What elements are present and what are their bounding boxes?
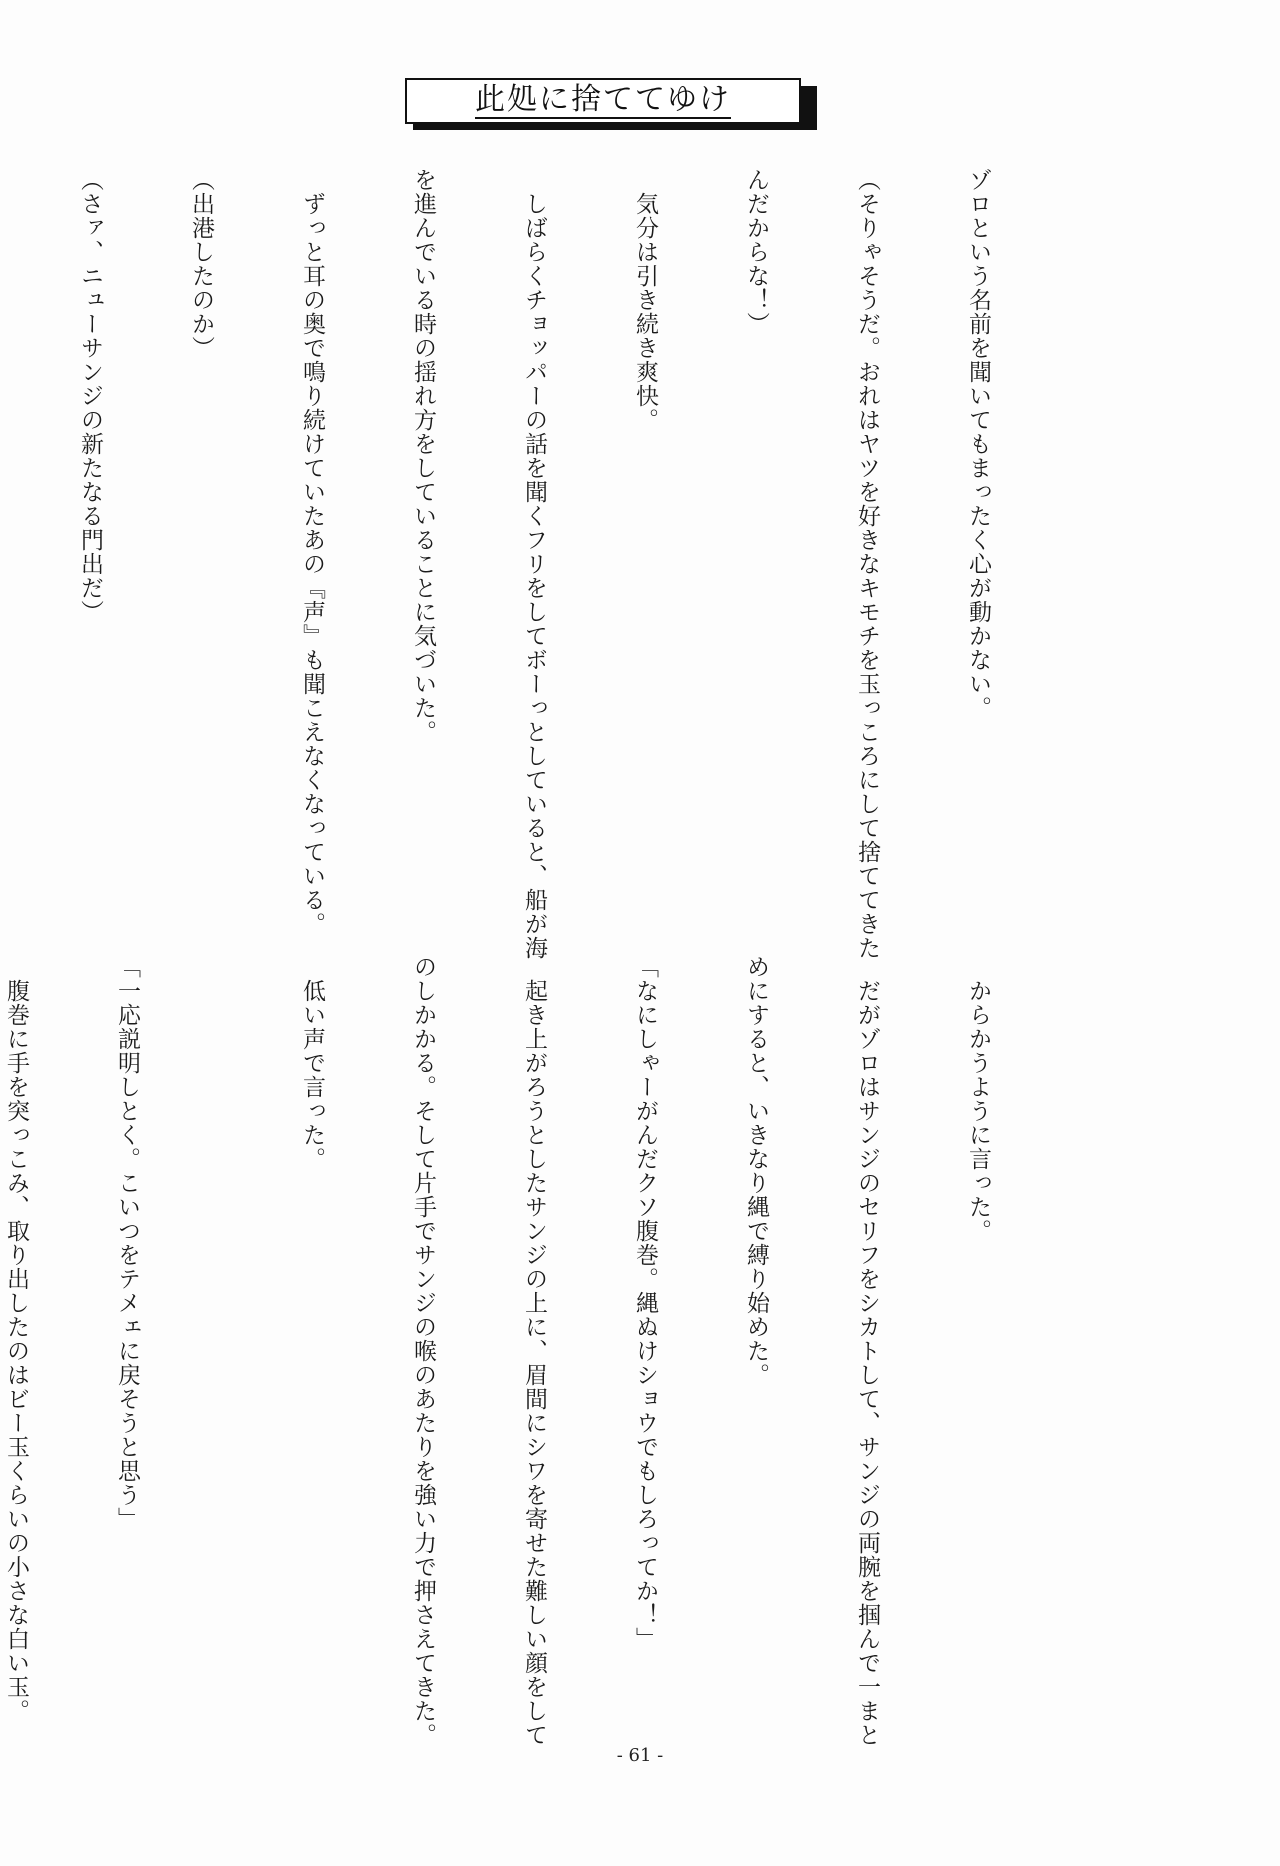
text-line: ずっと耳の奥で鳴り続けていたあの『声』も聞こえなくなっている。 [299,168,325,936]
upper-text-block [77,168,1070,960]
chapter-title: 此処に捨ててゆけ [475,82,731,117]
text-line: （そりゃそうだ。おれはヤツを好きなキモチを玉っころにして捨ててきた [854,168,880,960]
page-number: - 61 - [616,1745,664,1766]
text-line: 気分は引き続き爽快。 [632,168,658,432]
text-line: だがゾロはサンジのセリフをシカトして、サンジの両腕を掴んで一まと [854,955,880,1747]
chapter-title-plate [405,78,817,130]
text-line: 起き上がろうとしたサンジの上に、眉間にシワを寄せた難しい顔をして [521,955,547,1747]
text-line: を進んでいる時の揺れ方をしていることに気づいた。 [410,168,436,744]
text-line: 低い声で言った。 [299,955,325,1171]
text-line: ゾロという名前を聞いてもまったく心が動かない。 [965,168,991,720]
text-line: めにすると、いきなり縄で縛り始めた。 [743,955,769,1387]
lower-text-block [3,955,1070,1747]
text-line: のしかかる。そして片手でサンジの喉のあたりを強い力で押さえてきた。 [410,955,436,1747]
text-line: 「なにしゃーがんだクソ腹巻。縄ぬけショウでもしろってか！」 [632,955,658,1651]
text-line: （さァ、ニューサンジの新たなる門出だ） [77,168,103,624]
text-line: んだからな！） [743,168,769,336]
title-box [405,78,801,124]
text-line: 「一応説明しとく。こいつをテメェに戻そうと思う」 [114,955,140,1531]
text-line: （出港したのか） [188,168,214,360]
text-line: 腹巻に手を突っこみ、取り出したのはビー玉くらいの小さな白い玉。 [3,955,29,1723]
text-line: しばらくチョッパーの話を聞くフリをしてボーっとしていると、船が海 [521,168,547,960]
text-line: からかうように言った。 [965,955,991,1243]
